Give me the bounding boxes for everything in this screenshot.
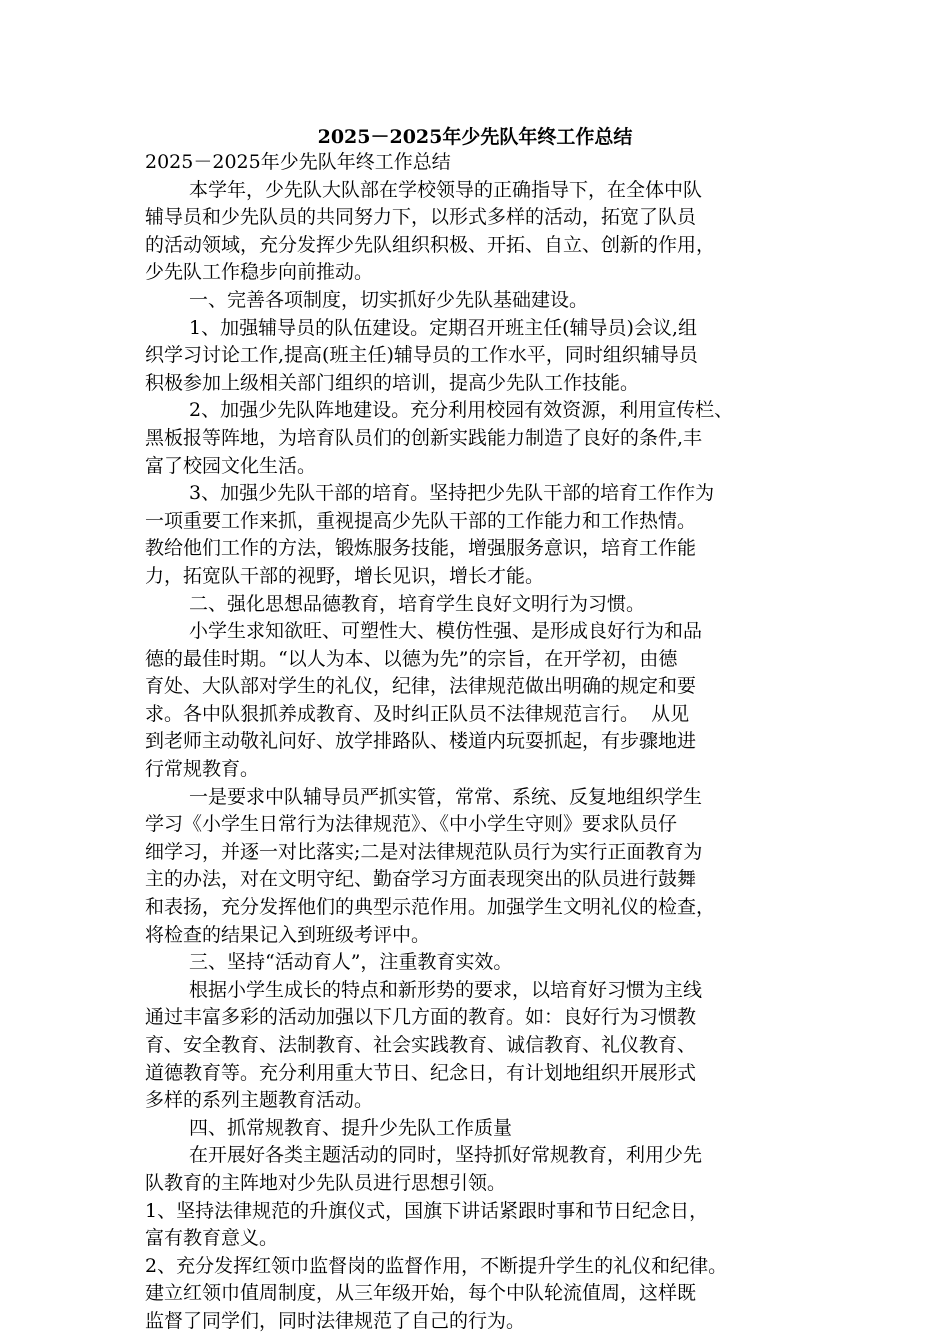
text-line: 四、抓常规教育、提升少先队工作质量 — [189, 1116, 513, 1139]
text-line: 学习《小学生日常行为法律规范》、《中小学生守则》要求队员仔 — [145, 813, 678, 836]
text-line: 教给他们工作的方法，锻炼服务技能，增强服务意识，培育工作能 — [145, 537, 697, 560]
text-line: 3、加强少先队干部的培育。坚持把少先队干部的培育工作作为 — [189, 482, 715, 505]
text-line: 在开展好各类主题活动的同时，坚持抓好常规教育，利用少先 — [189, 1144, 703, 1167]
text-line: 力，拓宽队干部的视野，增长见识，增长才能。 — [145, 564, 545, 587]
text-line: 通过丰富多彩的活动加强以下几方面的教育。如：良好行为习惯教 — [145, 1006, 697, 1029]
text-line: 育、安全教育、法制教育、社会实践教育、诚信教育、礼仪教育、 — [145, 1034, 697, 1056]
text-line: 行常规教育。 — [145, 758, 260, 781]
text-line: 队教育的主阵地对少先队员进行思想引领。 — [145, 1171, 507, 1194]
text-line: 根据小学生成长的特点和新形势的要求，以培育好习惯为主线 — [189, 978, 703, 1001]
text-line: 2、加强少先队阵地建设。充分利用校园有效资源，利用宣传栏、 — [189, 399, 734, 422]
text-line: 富了校园文化生活。 — [145, 454, 317, 477]
text-line: 道德教育等。充分利用重大节日、纪念日，有计划地组织开展形式 — [145, 1061, 697, 1084]
text-line: 的活动领域，充分发挥少先队组织积极、开拓、自立、创新的作用， — [145, 233, 716, 256]
text-line: 监督了同学们，同时法律规范了自己的行为。 — [145, 1309, 526, 1332]
text-line: 和表扬，充分发挥他们的典型示范作用。加强学生文明礼仪的检查， — [145, 896, 716, 919]
text-line: 一项重要工作来抓，重视提高少先队干部的工作能力和工作热情。 — [145, 509, 697, 532]
text-line: 到老师主动敬礼问好、放学排路队、楼道内玩耍抓起，有步骤地进 — [145, 730, 697, 753]
text-line: 小学生求知欲旺、可塑性大、模仿性强、是形成良好行为和品 — [189, 620, 703, 643]
text-line: 2025－2025年少先队年终工作总结 — [145, 151, 451, 173]
text-line: 育处、大队部对学生的礼仪，纪律，法律规范做出明确的规定和要 — [145, 675, 697, 698]
text-line: 二、强化思想品德教育，培育学生良好文明行为习惯。 — [189, 592, 646, 615]
text-line: 本学年，少先队大队部在学校领导的正确指导下，在全体中队 — [189, 178, 703, 201]
text-line: 德的最佳时期。“以人为本、以德为先”的宗旨，在开学初，由德 — [145, 647, 678, 670]
text-line: 少先队工作稳步向前推动。 — [145, 261, 374, 284]
text-line: 织学习讨论工作,提高(班主任)辅导员的工作水平，同时组织辅导员 — [145, 344, 698, 367]
document-body — [145, 149, 815, 1336]
text-line: 富有教育意义。 — [145, 1227, 279, 1250]
text-line: 三、坚持“活动育人”，注重教育实效。 — [189, 951, 513, 974]
text-line: 一是要求中队辅导员严抓实管，常常、系统、反复地组织学生 — [189, 785, 703, 808]
text-line: 1、加强辅导员的队伍建设。定期召开班主任(辅导员)会议,组 — [189, 316, 697, 339]
text-line: 黑板报等阵地，为培育队员们的创新实践能力制造了良好的条件,丰 — [145, 426, 703, 449]
text-line: 主的办法，对在文明守纪、勤奋学习方面表现突出的队员进行鼓舞 — [145, 868, 697, 891]
document-title: 2025－2025年少先队年终工作总结 — [317, 126, 633, 148]
text-line: 积极参加上级相关部门组织的培训，提高少先队工作技能。 — [145, 371, 640, 394]
text-line: 求。各中队狠抓养成教育、及时纠正队员不法律规范言行。 从见 — [145, 702, 690, 725]
text-line: 一、完善各项制度，切实抓好少先队基础建设。 — [189, 288, 589, 311]
text-line: 建立红领巾值周制度，从三年级开始，每个中队轮流值周，这样既 — [145, 1282, 697, 1305]
text-line: 多样的系列主题教育活动。 — [145, 1089, 374, 1112]
text-line: 2、充分发挥红领巾监督岗的监督作用，不断提升学生的礼仪和纪律。 — [145, 1254, 728, 1277]
text-line: 细学习，并逐一对比落实;二是对法律规范队员行为实行正面教育为 — [145, 840, 703, 863]
text-line: 辅导员和少先队员的共同努力下，以形式多样的活动，拓宽了队员 — [145, 206, 697, 229]
text-line: 1、坚持法律规范的升旗仪式，国旗下讲话紧跟时事和节日纪念日， — [145, 1199, 709, 1222]
text-line: 将检查的结果记入到班级考评中。 — [145, 923, 431, 946]
